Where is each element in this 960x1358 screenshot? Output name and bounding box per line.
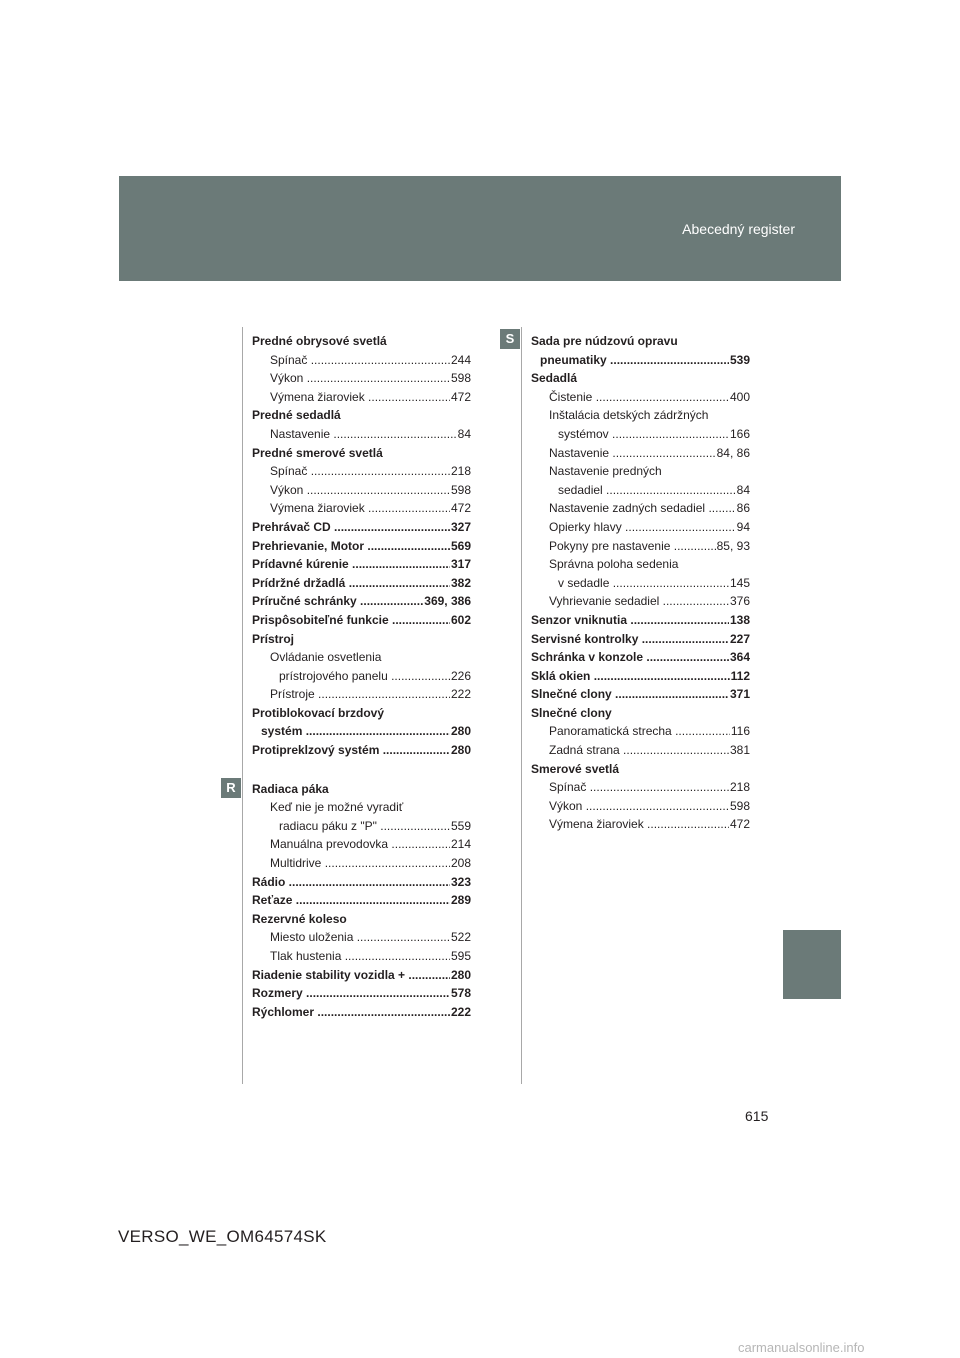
index-entry: Nastavenie predných <box>549 464 662 479</box>
index-page-ref: 166 <box>729 425 750 444</box>
index-entry: Výkon 598 ..... <box>252 369 471 388</box>
index-page-ref: 289 <box>450 891 471 910</box>
index-page-ref: 602 <box>450 611 471 630</box>
index-entry: Nastavenie 84 ..... <box>252 425 471 444</box>
index-page-ref: 598 <box>729 797 750 816</box>
index-page-ref: 381 <box>729 741 750 760</box>
index-page-ref: 400 <box>729 388 750 407</box>
index-entry: Senzor vniknutia 138 ..... <box>531 611 750 630</box>
index-entry: v sedadle 145 ..... <box>531 574 750 593</box>
index-entry: radiacu páku z "P" 559 ..... <box>252 817 471 836</box>
index-page-ref: 522 <box>450 928 471 947</box>
index-entry: Predné smerové svetlá <box>252 445 383 460</box>
index-page-ref: 222 <box>450 1003 471 1022</box>
index-page-ref: 84 <box>736 481 750 500</box>
index-entry: Sada pre núdzovú opravu <box>531 334 678 348</box>
index-page-ref: 598 <box>450 481 471 500</box>
index-entry: Výmena žiaroviek 472 ..... <box>531 815 750 834</box>
index-page-ref: 578 <box>450 984 471 1003</box>
index-page-ref: 559 <box>450 817 471 836</box>
index-entry: Protiblokovací brzdový <box>252 705 385 720</box>
index-entry: Smerové svetlá <box>531 761 620 776</box>
index-page-ref: 382 <box>450 574 471 593</box>
index-page-ref: 280 <box>450 966 471 985</box>
section-gap <box>252 760 471 780</box>
index-entry: Prístroje 222 ..... <box>252 685 471 704</box>
index-page-ref: 84 <box>457 425 471 444</box>
right-column-rule <box>521 327 522 1084</box>
index-entry: Riadenie stability vozidla + 280 ..... <box>252 966 471 985</box>
index-entry: Keď nie je možné vyradiť <box>270 800 404 815</box>
index-entry: Schránka v konzole 364 ..... <box>531 648 750 667</box>
index-entry: Ovládanie osvetlenia <box>270 650 382 665</box>
index-entry: prístrojového panelu 226 ..... <box>252 667 471 686</box>
index-entry: Reťaze 289 ..... <box>252 891 471 910</box>
index-entry: Miesto uloženia 522 ..... <box>252 928 471 947</box>
index-entry: Spínač 218 ..... <box>531 778 750 797</box>
index-entry: Slnečné clony <box>531 705 612 720</box>
index-entry: Výkon 598 ..... <box>531 797 750 816</box>
index-column-left <box>252 332 471 1021</box>
index-entry: Prídavné kúrenie 317 ..... <box>252 555 471 574</box>
index-page-ref: 472 <box>729 815 750 834</box>
footer-document-code: VERSO_WE_OM64574SK <box>118 1227 327 1246</box>
index-entry: Panoramatická strecha 116 ..... <box>531 722 750 741</box>
index-page-ref: 222 <box>450 685 471 704</box>
index-page-ref: 595 <box>450 947 471 966</box>
left-column-rule <box>242 327 243 1084</box>
index-entry: pneumatiky 539 ..... <box>531 351 750 370</box>
index-entry: Sklá okien 112 ..... <box>531 667 750 686</box>
header-band <box>119 176 841 281</box>
index-entry: Spínač 244 ..... <box>252 351 471 370</box>
index-page-ref: 208 <box>450 854 471 873</box>
index-page-ref: 569 <box>450 537 471 556</box>
index-page-ref: 539 <box>729 351 750 370</box>
index-entry: Rozmery 578 ..... <box>252 984 471 1003</box>
index-entry: systémov 166 ..... <box>531 425 750 444</box>
index-entry: Opierky hlavy 94 ..... <box>531 518 750 537</box>
index-entry: Tlak hustenia 595 ..... <box>252 947 471 966</box>
index-page-ref: 244 <box>450 351 471 370</box>
index-page-ref: 85, 93 <box>716 537 750 556</box>
index-entry: Výkon 598 ..... <box>252 481 471 500</box>
index-entry: Zadná strana 381 ..... <box>531 741 750 760</box>
index-entry: Nastavenie 84, 86 ..... <box>531 444 750 463</box>
index-entry: Predné sedadlá <box>252 408 341 423</box>
index-entry: Slnečné clony 371 ..... <box>531 685 750 704</box>
index-page-ref: 86 <box>736 499 750 518</box>
index-page-ref: 371 <box>729 685 750 704</box>
index-entry: Inštalácia detských zádržných <box>549 408 709 423</box>
letter-tab-r: R <box>221 778 241 798</box>
index-page-ref: 598 <box>450 369 471 388</box>
index-page-ref: 369, 386 <box>423 592 471 611</box>
letter-tab-s: S <box>500 329 520 349</box>
index-page-ref: 112 <box>730 667 750 686</box>
index-entry: Servisné kontrolky 227 ..... <box>531 630 750 649</box>
index-page-ref: 376 <box>729 592 750 611</box>
index-page-ref: 280 <box>450 722 471 741</box>
watermark: carmanualsonline.info <box>738 1340 865 1355</box>
index-entry: Správna poloha sedenia <box>549 557 679 572</box>
index-entry: systém 280 ..... <box>252 722 471 741</box>
index-page-ref: 364 <box>729 648 750 667</box>
index-page-ref: 218 <box>729 778 750 797</box>
index-page-ref: 280 <box>450 741 471 760</box>
index-entry: Prídržné držadlá 382 ..... <box>252 574 471 593</box>
index-page-ref: 138 <box>729 611 750 630</box>
index-page-ref: 84, 86 <box>716 444 750 463</box>
index-page-ref: 214 <box>450 835 471 854</box>
index-entry: Rádio 323 ..... <box>252 873 471 892</box>
index-page-ref: 94 <box>736 518 750 537</box>
index-page-ref: 317 <box>450 555 471 574</box>
page-number: 615 <box>745 1108 769 1124</box>
index-entry: Vyhrievanie sedadiel 376 ..... <box>531 592 750 611</box>
index-entry: Sedadlá <box>531 371 578 386</box>
side-thumb-tab <box>783 930 841 999</box>
header-title: Abecedný register <box>682 221 795 237</box>
index-page-ref: 327 <box>450 518 471 537</box>
index-entry: Výmena žiaroviek 472 ..... <box>252 499 471 518</box>
index-entry: Prehrávač CD 327 ..... <box>252 518 471 537</box>
index-entry: Prispôsobiteľné funkcie 602 ..... <box>252 611 471 630</box>
index-entry: Manuálna prevodovka 214 ..... <box>252 835 471 854</box>
index-entry: Rezervné koleso <box>252 911 347 926</box>
index-page-ref: 227 <box>729 630 750 649</box>
index-entry: Príručné schránky 369, 386 ..... <box>252 592 471 611</box>
index-page-ref: 226 <box>450 667 471 686</box>
index-page-ref: 472 <box>450 388 471 407</box>
index-entry: Predné obrysové svetlá <box>252 334 387 348</box>
index-entry: Čistenie 400 ..... <box>531 388 750 407</box>
index-entry: Pokyny pre nastavenie 85, 93 ..... <box>531 537 750 556</box>
index-column-right <box>531 332 750 834</box>
index-entry: Nastavenie zadných sedadiel 86 ..... <box>531 499 750 518</box>
index-entry: Radiaca páka <box>252 781 329 796</box>
index-page-ref: 145 <box>729 574 750 593</box>
index-page-ref: 323 <box>450 873 471 892</box>
index-entry: Spínač 218 ..... <box>252 462 471 481</box>
index-page-ref: 472 <box>450 499 471 518</box>
index-entry: Prehrievanie, Motor 569 ..... <box>252 537 471 556</box>
index-entry: Protipreklzový systém 280 ..... <box>252 741 471 760</box>
index-entry: Prístroj <box>252 631 295 646</box>
index-entry: Multidrive 208 ..... <box>252 854 471 873</box>
index-page-ref: 116 <box>730 722 750 741</box>
index-page-ref: 218 <box>450 462 471 481</box>
index-entry: sedadiel 84 ..... <box>531 481 750 500</box>
index-entry: Rýchlomer 222 ..... <box>252 1003 471 1022</box>
index-entry: Výmena žiaroviek 472 ..... <box>252 388 471 407</box>
